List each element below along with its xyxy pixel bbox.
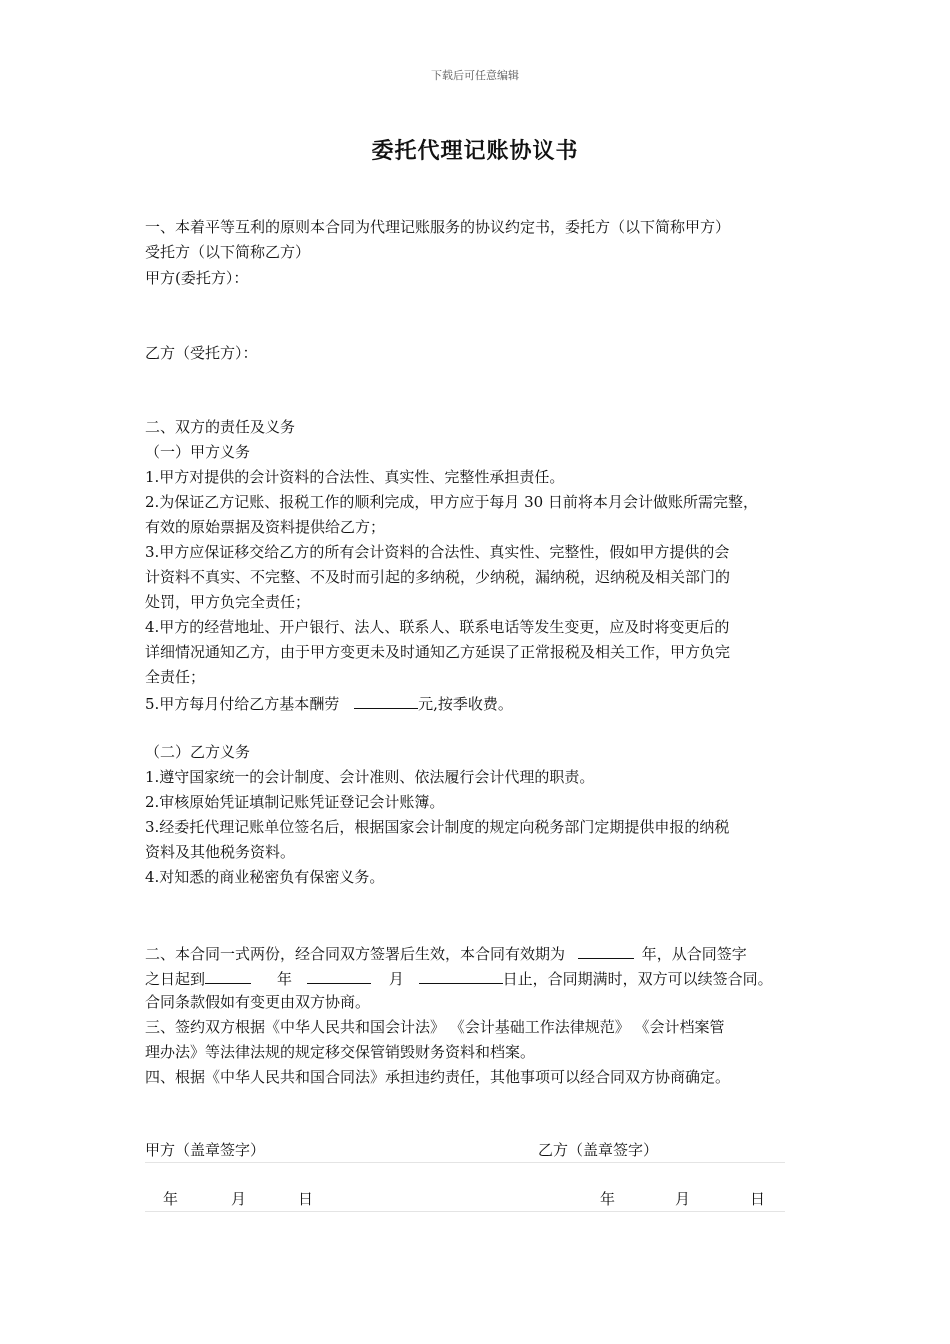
header-note: 下载后可任意编辑 <box>431 69 519 82</box>
party-b-day: 日 <box>750 1190 766 1208</box>
party-a-duty-line: 4.甲方的经营地址、开户银行、法人、联系人、联系电话等发生变更，应及时将变更后的 <box>145 618 730 636</box>
party-a-duties-heading: （一）甲方义务 <box>145 443 251 461</box>
section2-heading: 二、双方的责任及义务 <box>145 418 296 436</box>
intro-line-1: 一、本着平等互利的原则本合同为代理记账服务的协议约定书，委托方（以下简称甲方） <box>145 218 731 236</box>
fee-amount-blank[interactable] <box>354 690 418 709</box>
party-b-month: 月 <box>675 1190 691 1208</box>
party-b-duty-line: 4.对知悉的商业秘密负有保密义务。 <box>145 868 385 886</box>
party-a-duty-line: 详细情况通知乙方，由于甲方变更未及时通知乙方延误了正常报税及相关工作，甲方负完 <box>145 643 731 661</box>
end-year-label: 年 <box>277 970 293 988</box>
validity-suffix: 日止，合同期满时，双方可以续签合同。 <box>502 970 773 988</box>
party-b-signature[interactable]: 乙方（盖章签字） <box>538 1141 659 1159</box>
party-a-duty-line: 1.甲方对提供的会计资料的合法性、真实性、完整性承担责任。 <box>145 468 565 486</box>
validity-line-1 <box>145 940 747 967</box>
fee-prefix: 5.甲方每月付给乙方基本酬劳 <box>145 695 340 713</box>
party-a-label: 甲方(委托方）： <box>145 269 249 287</box>
party-b-duty-line: 1.遵守国家统一的会计制度、会计准则、依法履行会计代理的职责。 <box>145 768 595 786</box>
validity-line-3: 合同条款假如有变更由双方协商。 <box>145 993 371 1011</box>
intro-line-2: 受托方（以下简称乙方） <box>145 243 311 261</box>
party-a-duty-line: 有效的原始票据及资料提供给乙方； <box>145 518 386 536</box>
end-day-blank[interactable] <box>419 965 503 984</box>
fee-suffix: 元,按季收费。 <box>418 695 513 713</box>
page-title: 委托代理记账协议书 <box>371 139 579 164</box>
end-year-blank[interactable] <box>205 965 251 984</box>
party-a-duty-line: 处罚，甲方负完全责任； <box>145 593 311 611</box>
party-b-duty-line: 3.经委托代理记账单位签名后，根据国家会计制度的规定向税务部门定期提供申报的纳税 <box>145 818 730 836</box>
validity-line-2 <box>145 965 773 992</box>
party-a-duty-line: 计资料不真实、不完整、不及时而引起的多纳税，少纳税，漏纳税，迟纳税及相关部门的 <box>145 568 731 586</box>
party-b-label: 乙方（受托方）： <box>145 344 258 362</box>
end-month-label: 月 <box>388 970 404 988</box>
validity-years-blank[interactable] <box>578 940 634 959</box>
date-underline <box>145 1211 785 1212</box>
clause-3-line-2: 理办法》等法律法规的规定移交保管销毁财务资料和档案。 <box>145 1043 536 1061</box>
validity-year-text: 年，从合同签字 <box>641 945 747 963</box>
party-a-month: 月 <box>231 1190 247 1208</box>
party-a-duty-line: 2.为保证乙方记账、报税工作的顺利完成，甲方应于每月 30 日前将本月会计做账所需完整， <box>145 493 758 511</box>
signature-row <box>145 1138 785 1163</box>
clause-3-line-1: 三、签约双方根据《中华人民共和国会计法》 《会计基础工作法律规范》 《会计档案管 <box>145 1018 725 1036</box>
party-b-year: 年 <box>600 1190 616 1208</box>
party-a-day: 日 <box>298 1190 314 1208</box>
party-a-year: 年 <box>163 1190 179 1208</box>
party-a-duty-line: 3.甲方应保证移交给乙方的所有会计资料的合法性、真实性、完整性，假如甲方提供的会 <box>145 543 730 561</box>
party-b-duty-line: 资料及其他税务资料。 <box>145 843 296 861</box>
validity-until: 之日起到 <box>145 970 206 988</box>
signature-underline <box>145 1162 785 1163</box>
clause-4: 四、根据《中华人民共和国合同法》承担违约责任，其他事项可以经合同双方协商确定。 <box>145 1068 731 1086</box>
party-a-fee-line <box>145 690 513 717</box>
date-row <box>145 1187 785 1212</box>
party-a-signature[interactable]: 甲方（盖章签字） <box>145 1141 266 1159</box>
party-a-duty-line: 全责任； <box>145 668 206 686</box>
party-b-duties-heading: （二）乙方义务 <box>145 743 251 761</box>
validity-prefix: 二、本合同一式两份，经合同双方签署后生效，本合同有效期为 <box>145 945 566 963</box>
party-b-duty-line: 2.审核原始凭证填制记账凭证登记会计账簿。 <box>145 793 445 811</box>
end-month-blank[interactable] <box>307 965 371 984</box>
